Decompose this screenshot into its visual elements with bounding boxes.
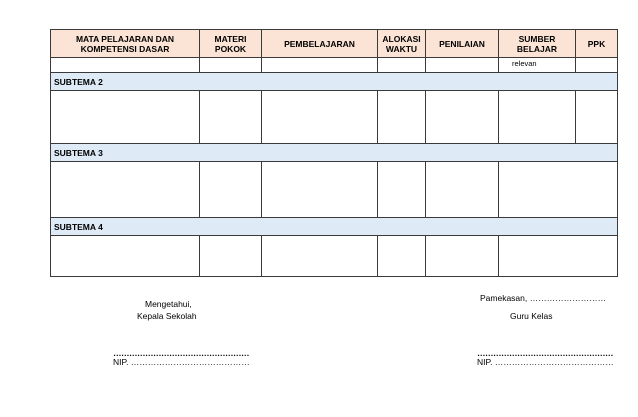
teacher-nip: NIP. ……………………………………	[477, 357, 614, 367]
subtema-row	[51, 218, 618, 236]
header-pembelajaran: PEMBELAJARAN	[262, 30, 378, 58]
table-cell	[499, 236, 618, 277]
table-cell	[426, 162, 499, 218]
table-cell	[262, 91, 378, 144]
subtema-row	[51, 144, 618, 162]
teacher-title: Guru Kelas	[510, 311, 553, 321]
table-cell	[426, 91, 499, 144]
subtema-label: SUBTEMA 3	[51, 144, 618, 162]
headmaster-nip: NIP. ……………………………………	[113, 357, 250, 367]
table-cell	[378, 236, 426, 277]
table-cell	[378, 162, 426, 218]
headmaster-acknowledge-text: Mengetahui,	[145, 299, 192, 309]
table-cell	[200, 236, 262, 277]
table-row	[51, 58, 618, 73]
header-alokasi-waktu: ALOKASI WAKTU	[378, 30, 426, 58]
table-header-row	[51, 30, 618, 58]
table-cell	[499, 58, 576, 73]
table-cell	[51, 91, 200, 144]
table-cell	[200, 91, 262, 144]
table-cell	[426, 236, 499, 277]
header-ppk: PPK	[576, 30, 618, 58]
header-sumber-belajar: SUMBER BELAJAR	[499, 30, 576, 58]
table-cell	[262, 236, 378, 277]
headmaster-signature-line: ……………………………………………	[113, 348, 249, 358]
table-cell	[576, 58, 618, 73]
headmaster-title: Kepala Sekolah	[137, 311, 197, 321]
table-cell	[200, 58, 262, 73]
header-mapel-kd: MATA PELAJARAN DAN KOMPETENSI DASAR	[51, 30, 200, 58]
table-cell	[426, 58, 499, 73]
header-penilaian: PENILAIAN	[426, 30, 499, 58]
subtema-label: SUBTEMA 4	[51, 218, 618, 236]
teacher-signature-line: ……………………………………………	[477, 348, 613, 358]
subtema-label: SUBTEMA 2	[51, 73, 618, 91]
table-cell	[200, 162, 262, 218]
table-row	[51, 91, 618, 144]
table-cell	[378, 91, 426, 144]
table-cell	[378, 58, 426, 73]
table-cell	[51, 162, 200, 218]
rpp-table	[50, 29, 618, 277]
table-row	[51, 236, 618, 277]
carryover-text: relevan	[512, 59, 537, 68]
table-cell	[262, 58, 378, 73]
table-row	[51, 162, 618, 218]
table-cell	[51, 236, 200, 277]
subtema-row	[51, 73, 618, 91]
table-cell	[576, 91, 618, 144]
table-cell	[51, 58, 200, 73]
table-cell	[262, 162, 378, 218]
table-cell	[499, 91, 576, 144]
header-materi-pokok: MATERI POKOK	[200, 30, 262, 58]
table-cell	[499, 162, 618, 218]
place-date: Pamekasan, ………………………	[480, 293, 607, 303]
